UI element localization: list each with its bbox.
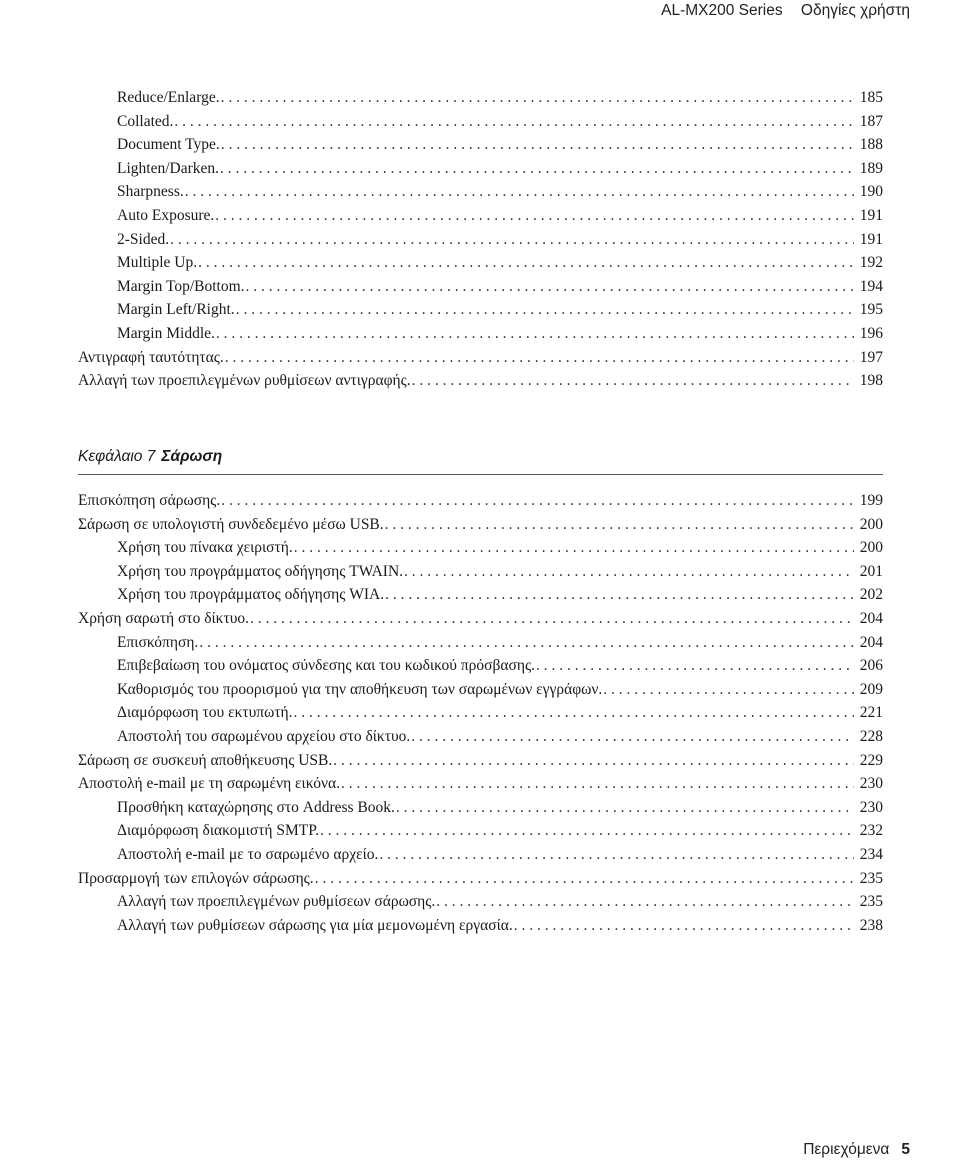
toc-leader-dots [412, 369, 854, 393]
toc-entry-page: 229 [859, 751, 883, 769]
toc-entry-page: 191 [859, 206, 883, 224]
toc-entry-page: 191 [859, 230, 883, 248]
toc-entry[interactable] [78, 228, 883, 252]
toc-entry-page: 230 [859, 775, 883, 793]
toc-leader-dots [221, 133, 854, 157]
toc-entry-title: Χρήση του προγράμματος οδήγησης TWAIN. [117, 562, 404, 580]
toc-entry-title: Αποστολή του σαρωμένου αρχείου στο δίκτυο. [117, 727, 411, 745]
toc-leader-dots [315, 867, 854, 891]
toc-entry-page: 235 [859, 869, 883, 887]
toc-entry-title: Margin Middle. [117, 324, 215, 342]
toc-entry-title: Σάρωση σε συσκευή αποθήκευσης USB. [78, 751, 333, 769]
toc-leader-dots [404, 560, 854, 584]
toc-entry-page: 221 [859, 704, 883, 722]
toc-entry-title: Επιβεβαίωση του ονόματος σύνδεσης και του κωδικού πρόσβασης. [117, 657, 535, 675]
toc-entry-title: Προσαρμογή των επιλογών σάρωσης. [78, 869, 314, 887]
toc-leader-dots [294, 536, 854, 560]
toc-leader-dots [198, 251, 854, 275]
toc-leader-dots [603, 678, 854, 702]
toc-entry-page: 201 [859, 562, 883, 580]
toc-leader-dots [246, 275, 854, 299]
toc-leader-dots [411, 725, 854, 749]
toc-entry-title: Διαμόρφωση του εκτυπωτή. [117, 704, 293, 722]
toc-entry-page: 234 [859, 845, 883, 863]
toc-entry-title: Collated. [117, 112, 174, 130]
toc-leader-dots [174, 110, 854, 134]
running-header [661, 2, 910, 20]
toc-leader-dots [250, 607, 854, 631]
toc-entry[interactable] [78, 725, 883, 749]
toc-entry-page: 230 [859, 798, 883, 816]
toc-entry[interactable] [78, 180, 883, 204]
toc-leader-dots [185, 180, 854, 204]
toc-entry-title: Αλλαγή των προεπιλεγμένων ρυθμίσεων σάρωσης. [117, 893, 436, 911]
toc-leader-dots [341, 772, 854, 796]
toc-entry-title: Multiple Up. [117, 254, 198, 272]
toc-list-bottom [78, 489, 883, 937]
toc-entry[interactable] [78, 654, 883, 678]
toc-entry[interactable] [78, 843, 883, 867]
toc-leader-dots [320, 819, 854, 843]
toc-leader-dots [333, 749, 854, 773]
toc-entry-page: 228 [859, 727, 883, 745]
toc-entry-page: 200 [859, 539, 883, 557]
toc-entry-page: 202 [859, 586, 883, 604]
toc-entry-title: Διαμόρφωση διακομιστή SMTP. [117, 822, 320, 840]
toc-entry-title: Document Type. [117, 136, 220, 154]
toc-entry[interactable] [78, 678, 883, 702]
toc-entry[interactable] [78, 489, 883, 513]
toc-entry-page: 185 [859, 89, 883, 106]
toc-entry-title: Χρήση του πίνακα χειριστή. [117, 539, 293, 557]
toc-leader-dots [170, 228, 854, 252]
toc-entry-page: 197 [859, 348, 883, 366]
toc-entry-title: Sharpness. [117, 183, 184, 201]
toc-leader-dots [436, 890, 854, 914]
toc-entry-title: Καθορισμός του προορισμού για την αποθήκευση των σαρωμένων εγγράφων. [117, 680, 603, 698]
toc-entry-title: Αλλαγή των ρυθμίσεων σάρωσης για μία μεμονωμένη εργασία. [117, 916, 513, 934]
chapter-heading [78, 448, 883, 475]
toc-leader-dots [379, 843, 854, 867]
toc-entry-page: 196 [859, 324, 883, 342]
toc-entry[interactable] [78, 607, 883, 631]
toc-entry[interactable] [78, 583, 883, 607]
toc-leader-dots [225, 346, 854, 370]
toc-entry[interactable] [78, 631, 883, 655]
toc-entry-page: 195 [859, 301, 883, 319]
toc-leader-dots [385, 513, 854, 537]
toc-entry-page: 235 [859, 893, 883, 911]
toc-entry-page: 209 [859, 680, 883, 698]
toc-entry-title: Lighten/Darken. [117, 159, 220, 177]
toc-entry-title: 2-Sided. [117, 230, 170, 248]
footer-page-number: 5 [901, 1141, 910, 1158]
toc-leader-dots [396, 796, 854, 820]
toc-entry-page: 204 [859, 633, 883, 651]
toc-entry[interactable] [78, 890, 883, 914]
toc-entry-page: 189 [859, 159, 883, 177]
toc-leader-dots [216, 322, 854, 346]
toc-leader-dots [199, 631, 854, 655]
toc-entry[interactable] [78, 251, 883, 275]
toc-entry-title: Χρήση σαρωτή στο δίκτυο. [78, 609, 250, 627]
toc-entry-title: Reduce/Enlarge. [117, 89, 220, 106]
toc-entry[interactable] [78, 346, 883, 370]
toc-entry-page: 206 [859, 657, 883, 675]
toc-entry-title: Χρήση του προγράμματος οδήγησης WIA. [117, 586, 385, 604]
toc-entry-title: Margin Top/Bottom. [117, 277, 245, 295]
toc-leader-dots [220, 157, 854, 181]
toc-entry[interactable] [78, 772, 883, 796]
toc-entry[interactable] [78, 322, 883, 346]
toc-entry-title: Αντιγραφή ταυτότητας. [78, 348, 224, 366]
toc-entry[interactable] [78, 204, 883, 228]
toc-entry[interactable] [78, 536, 883, 560]
toc-leader-dots [221, 86, 854, 110]
toc-entry[interactable] [78, 110, 883, 134]
toc-entry[interactable] [78, 157, 883, 181]
toc-entry[interactable] [78, 86, 883, 110]
toc-entry[interactable] [78, 560, 883, 584]
toc-entry-title: Αποστολή e-mail με τη σαρωμένη εικόνα. [78, 775, 340, 793]
toc-entry-page: 199 [859, 492, 883, 509]
toc-entry-title: Σάρωση σε υπολογιστή συνδεδεμένο μέσω USB. [78, 515, 384, 533]
toc-leader-dots [385, 583, 854, 607]
toc-entry-page: 190 [859, 183, 883, 201]
toc-leader-dots [294, 701, 854, 725]
toc-list-top [78, 86, 883, 393]
header-product: AL-MX200 Series [661, 2, 783, 19]
chapter-title: Σάρωση [161, 448, 223, 465]
toc-entry[interactable] [78, 133, 883, 157]
toc-leader-dots [514, 914, 854, 938]
toc-entry-title: Auto Exposure. [117, 206, 215, 224]
toc-entry[interactable] [78, 867, 883, 891]
toc-entry-page: 198 [859, 372, 883, 390]
toc-leader-dots [236, 298, 854, 322]
toc-entry[interactable] [78, 513, 883, 537]
toc-entry-page: 204 [859, 609, 883, 627]
toc-entry-page: 200 [859, 515, 883, 533]
toc-entry[interactable] [78, 369, 883, 393]
toc-leader-dots [221, 489, 854, 513]
toc-entry-page: 238 [859, 916, 883, 934]
toc-entry-title: Margin Left/Right. [117, 301, 235, 319]
toc-entry-title: Αλλαγή των προεπιλεγμένων ρυθμίσεων αντιγραφής. [78, 372, 411, 390]
toc-entry[interactable] [78, 914, 883, 938]
chapter-label: Κεφάλαιο 7 [78, 448, 156, 465]
toc-leader-dots [536, 654, 854, 678]
toc-entry-page: 192 [859, 254, 883, 272]
toc-entry[interactable] [78, 749, 883, 773]
header-doc-title: Οδηγίες χρήστη [800, 2, 910, 19]
toc-leader-dots [215, 204, 854, 228]
toc-entry[interactable] [78, 298, 883, 322]
toc-entry[interactable] [78, 275, 883, 299]
toc-entry-page: 187 [859, 112, 883, 130]
toc-entry-title: Επισκόπηση σάρωσης. [78, 492, 221, 509]
toc-entry[interactable] [78, 819, 883, 843]
toc-entry-title: Επισκόπηση. [117, 633, 199, 651]
footer-section: Περιεχόμενα [803, 1141, 890, 1158]
toc-entry[interactable] [78, 701, 883, 725]
running-footer [803, 1141, 910, 1159]
toc-entry-title: Προσθήκη καταχώρησης στο Address Book. [117, 798, 395, 816]
toc-entry-title: Αποστολή e-mail με το σαρωμένο αρχείο. [117, 845, 379, 863]
toc-entry-page: 194 [859, 277, 883, 295]
toc-entry[interactable] [78, 796, 883, 820]
toc-entry-page: 232 [859, 822, 883, 840]
toc-entry-page: 188 [859, 136, 883, 154]
